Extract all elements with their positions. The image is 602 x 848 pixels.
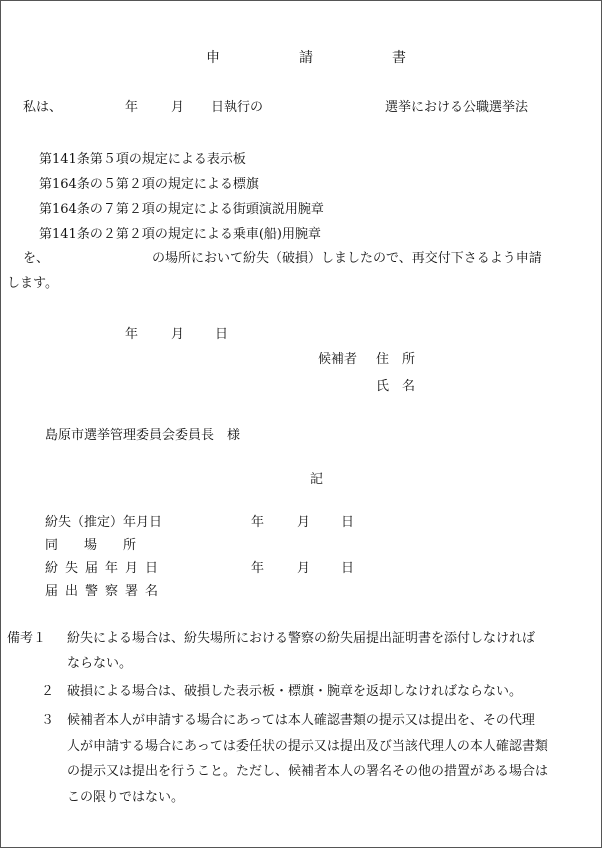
request-rest: の場所において紛失（破損）しましたので、再交付下さるよう申請 (152, 251, 542, 266)
record-year: 年 (251, 515, 265, 530)
document-title (206, 51, 406, 65)
note-2-number: ２ (41, 684, 55, 699)
item-line: 第164条の５第２項の規定による標旗 (39, 177, 259, 192)
date-day: 日 (215, 327, 229, 342)
intro-month: 月 (171, 100, 185, 115)
candidate-address: 住 所 (376, 352, 416, 367)
note-3-line: 人が申請する場合にあっては委任状の提示又は提出及び当該代理人の本人確認書類 (67, 739, 548, 754)
note-3-number: ３ (41, 713, 55, 728)
record-label: 紛失（推定）年月日 (45, 515, 163, 530)
request-cont: します。 (7, 276, 58, 291)
item-line: 第164条の７第２項の規定による街頭演説用腕章 (39, 202, 324, 217)
item-line: 第141条の２第２項の規定による乗車(船)用腕章 (39, 227, 321, 242)
record-label: 紛失届年月日 (45, 561, 166, 576)
record-day: 日 (341, 515, 355, 530)
note-3-line: この限りではない。 (67, 790, 185, 805)
note-1-line: 紛失による場合は、紛失場所における警察の紛失届提出証明書を添付しなければ (67, 631, 536, 646)
intro-year: 年 (125, 100, 139, 115)
title-char: 申 (206, 50, 220, 66)
record-day: 日 (341, 561, 355, 576)
note-3-line: 候補者本人が申請する場合にあっては本人確認書類の提示又は提出を、その代理 (67, 713, 535, 728)
addressee: 島原市選挙管理委員会委員長 様 (45, 428, 241, 443)
record-month: 月 (297, 515, 311, 530)
title-char: 請 (299, 50, 313, 66)
record-year: 年 (251, 561, 265, 576)
note-2-text: 破損による場合は、破損した表示板・標旗・腕章を返却しなければならない。 (67, 684, 523, 699)
intro-election: 選挙における公職選挙法 (385, 100, 529, 115)
record-label: 届出警察署名 (45, 584, 166, 599)
record-month: 月 (297, 561, 311, 576)
ki-heading: 記 (310, 472, 324, 487)
intro-day-exec: 日執行の (211, 100, 264, 115)
record-label: 同 場 所 (45, 538, 137, 553)
candidate-label: 候補者 (318, 352, 358, 367)
note-3-line: の提示又は提出を行うこと。ただし、候補者本人の署名その他の措置がある場合は (67, 764, 549, 779)
title-char: 書 (392, 50, 406, 66)
date-month: 月 (171, 327, 185, 342)
note-1-line: ならない。 (67, 656, 133, 671)
intro-watashi: 私は、 (23, 100, 63, 115)
candidate-name: 氏 名 (376, 379, 416, 394)
date-year: 年 (125, 327, 139, 342)
request-wo: を、 (23, 251, 50, 266)
notes-heading: 備考１ (7, 631, 47, 646)
item-line: 第141条第５項の規定による表示板 (39, 152, 246, 167)
